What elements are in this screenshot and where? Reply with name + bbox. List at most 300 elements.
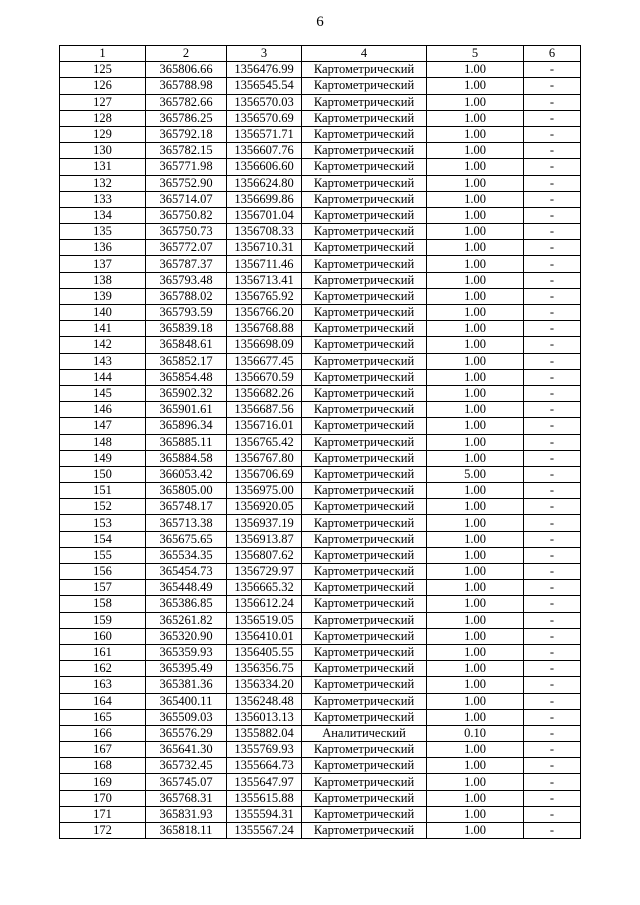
note-cell: - <box>524 240 581 256</box>
accuracy-cell: 1.00 <box>427 191 524 207</box>
table-row <box>60 62 581 78</box>
column-header: 2 <box>146 46 227 62</box>
note-cell: - <box>524 418 581 434</box>
x-coordinate-cell: 365792.18 <box>146 126 227 142</box>
method-cell: Картометрический <box>302 288 427 304</box>
table-row <box>60 790 581 806</box>
method-cell: Картометрический <box>302 369 427 385</box>
note-cell: - <box>524 580 581 596</box>
y-coordinate-cell: 1356248.48 <box>227 693 302 709</box>
table-row <box>60 369 581 385</box>
column-header: 5 <box>427 46 524 62</box>
table-row <box>60 288 581 304</box>
point-number-cell: 135 <box>60 224 146 240</box>
method-cell: Аналитический <box>302 725 427 741</box>
table-row <box>60 240 581 256</box>
note-cell: - <box>524 385 581 401</box>
y-coordinate-cell: 1356765.92 <box>227 288 302 304</box>
y-coordinate-cell: 1356766.20 <box>227 305 302 321</box>
note-cell: - <box>524 483 581 499</box>
accuracy-cell: 1.00 <box>427 531 524 547</box>
table-row <box>60 256 581 272</box>
table-row <box>60 126 581 142</box>
accuracy-cell: 1.00 <box>427 661 524 677</box>
table-row <box>60 564 581 580</box>
note-cell: - <box>524 110 581 126</box>
method-cell: Картометрический <box>302 547 427 563</box>
y-coordinate-cell: 1356706.69 <box>227 466 302 482</box>
table-row <box>60 321 581 337</box>
accuracy-cell: 1.00 <box>427 256 524 272</box>
method-cell: Картометрический <box>302 677 427 693</box>
accuracy-cell: 1.00 <box>427 774 524 790</box>
accuracy-cell: 1.00 <box>427 644 524 660</box>
method-cell: Картометрический <box>302 531 427 547</box>
y-coordinate-cell: 1355882.04 <box>227 725 302 741</box>
method-cell: Картометрический <box>302 823 427 839</box>
accuracy-cell: 1.00 <box>427 353 524 369</box>
method-cell: Картометрический <box>302 402 427 418</box>
method-cell: Картометрический <box>302 78 427 94</box>
x-coordinate-cell: 365805.00 <box>146 483 227 499</box>
note-cell: - <box>524 742 581 758</box>
method-cell: Картометрический <box>302 224 427 240</box>
table-row <box>60 709 581 725</box>
table-row <box>60 402 581 418</box>
note-cell: - <box>524 288 581 304</box>
point-number-cell: 130 <box>60 143 146 159</box>
table-body <box>60 62 581 839</box>
table-row <box>60 628 581 644</box>
y-coordinate-cell: 1356334.20 <box>227 677 302 693</box>
x-coordinate-cell: 365745.07 <box>146 774 227 790</box>
point-number-cell: 161 <box>60 644 146 660</box>
x-coordinate-cell: 365750.73 <box>146 224 227 240</box>
y-coordinate-cell: 1356570.69 <box>227 110 302 126</box>
table-row <box>60 78 581 94</box>
column-header: 1 <box>60 46 146 62</box>
x-coordinate-cell: 365854.48 <box>146 369 227 385</box>
y-coordinate-cell: 1356975.00 <box>227 483 302 499</box>
coordinates-table <box>59 45 581 839</box>
x-coordinate-cell: 365772.07 <box>146 240 227 256</box>
x-coordinate-cell: 365732.45 <box>146 758 227 774</box>
y-coordinate-cell: 1356699.86 <box>227 191 302 207</box>
y-coordinate-cell: 1355615.88 <box>227 790 302 806</box>
table-header-row <box>60 46 581 62</box>
note-cell: - <box>524 709 581 725</box>
y-coordinate-cell: 1356765.42 <box>227 434 302 450</box>
method-cell: Картометрический <box>302 159 427 175</box>
y-coordinate-cell: 1356670.59 <box>227 369 302 385</box>
y-coordinate-cell: 1356606.60 <box>227 159 302 175</box>
point-number-cell: 136 <box>60 240 146 256</box>
x-coordinate-cell: 365793.59 <box>146 305 227 321</box>
column-header: 4 <box>302 46 427 62</box>
accuracy-cell: 1.00 <box>427 321 524 337</box>
method-cell: Картометрический <box>302 175 427 191</box>
point-number-cell: 138 <box>60 272 146 288</box>
method-cell: Картометрический <box>302 806 427 822</box>
x-coordinate-cell: 365576.29 <box>146 725 227 741</box>
note-cell: - <box>524 305 581 321</box>
point-number-cell: 132 <box>60 175 146 191</box>
accuracy-cell: 1.00 <box>427 547 524 563</box>
note-cell: - <box>524 515 581 531</box>
method-cell: Картометрический <box>302 564 427 580</box>
accuracy-cell: 1.00 <box>427 742 524 758</box>
method-cell: Картометрический <box>302 110 427 126</box>
x-coordinate-cell: 365320.90 <box>146 628 227 644</box>
point-number-cell: 152 <box>60 499 146 515</box>
accuracy-cell: 1.00 <box>427 240 524 256</box>
point-number-cell: 146 <box>60 402 146 418</box>
y-coordinate-cell: 1356701.04 <box>227 207 302 223</box>
point-number-cell: 169 <box>60 774 146 790</box>
accuracy-cell: 1.00 <box>427 580 524 596</box>
x-coordinate-cell: 365713.38 <box>146 515 227 531</box>
accuracy-cell: 1.00 <box>427 175 524 191</box>
point-number-cell: 144 <box>60 369 146 385</box>
x-coordinate-cell: 365806.66 <box>146 62 227 78</box>
y-coordinate-cell: 1355769.93 <box>227 742 302 758</box>
x-coordinate-cell: 365788.98 <box>146 78 227 94</box>
y-coordinate-cell: 1356612.24 <box>227 596 302 612</box>
x-coordinate-cell: 365750.82 <box>146 207 227 223</box>
y-coordinate-cell: 1356665.32 <box>227 580 302 596</box>
point-number-cell: 158 <box>60 596 146 612</box>
note-cell: - <box>524 224 581 240</box>
note-cell: - <box>524 677 581 693</box>
x-coordinate-cell: 365818.11 <box>146 823 227 839</box>
accuracy-cell: 1.00 <box>427 78 524 94</box>
x-coordinate-cell: 365885.11 <box>146 434 227 450</box>
x-coordinate-cell: 365902.32 <box>146 385 227 401</box>
method-cell: Картометрический <box>302 499 427 515</box>
column-header: 3 <box>227 46 302 62</box>
table-row <box>60 499 581 515</box>
accuracy-cell: 1.00 <box>427 596 524 612</box>
method-cell: Картометрический <box>302 321 427 337</box>
y-coordinate-cell: 1356519.05 <box>227 612 302 628</box>
note-cell: - <box>524 644 581 660</box>
y-coordinate-cell: 1356571.71 <box>227 126 302 142</box>
y-coordinate-cell: 1356768.88 <box>227 321 302 337</box>
method-cell: Картометрический <box>302 790 427 806</box>
note-cell: - <box>524 434 581 450</box>
accuracy-cell: 1.00 <box>427 677 524 693</box>
note-cell: - <box>524 337 581 353</box>
y-coordinate-cell: 1356729.97 <box>227 564 302 580</box>
accuracy-cell: 1.00 <box>427 337 524 353</box>
point-number-cell: 137 <box>60 256 146 272</box>
point-number-cell: 154 <box>60 531 146 547</box>
point-number-cell: 166 <box>60 725 146 741</box>
column-header: 6 <box>524 46 581 62</box>
table-row <box>60 742 581 758</box>
table-row <box>60 483 581 499</box>
point-number-cell: 160 <box>60 628 146 644</box>
y-coordinate-cell: 1356710.31 <box>227 240 302 256</box>
note-cell: - <box>524 612 581 628</box>
method-cell: Картометрический <box>302 305 427 321</box>
note-cell: - <box>524 62 581 78</box>
method-cell: Картометрический <box>302 434 427 450</box>
method-cell: Картометрический <box>302 742 427 758</box>
note-cell: - <box>524 175 581 191</box>
x-coordinate-cell: 365359.93 <box>146 644 227 660</box>
note-cell: - <box>524 256 581 272</box>
x-coordinate-cell: 365782.15 <box>146 143 227 159</box>
y-coordinate-cell: 1356937.19 <box>227 515 302 531</box>
table-row <box>60 191 581 207</box>
y-coordinate-cell: 1356624.80 <box>227 175 302 191</box>
accuracy-cell: 1.00 <box>427 305 524 321</box>
table-row <box>60 580 581 596</box>
point-number-cell: 134 <box>60 207 146 223</box>
table-row <box>60 305 581 321</box>
table-row <box>60 612 581 628</box>
accuracy-cell: 1.00 <box>427 758 524 774</box>
table-row <box>60 677 581 693</box>
table-row <box>60 143 581 159</box>
method-cell: Картометрический <box>302 353 427 369</box>
accuracy-cell: 1.00 <box>427 628 524 644</box>
note-cell: - <box>524 628 581 644</box>
accuracy-cell: 1.00 <box>427 272 524 288</box>
accuracy-cell: 1.00 <box>427 823 524 839</box>
note-cell: - <box>524 402 581 418</box>
y-coordinate-cell: 1356687.56 <box>227 402 302 418</box>
point-number-cell: 149 <box>60 450 146 466</box>
table-row <box>60 450 581 466</box>
accuracy-cell: 1.00 <box>427 434 524 450</box>
x-coordinate-cell: 365641.30 <box>146 742 227 758</box>
accuracy-cell: 1.00 <box>427 515 524 531</box>
note-cell: - <box>524 191 581 207</box>
x-coordinate-cell: 366053.42 <box>146 466 227 482</box>
accuracy-cell: 1.00 <box>427 159 524 175</box>
table-row <box>60 644 581 660</box>
method-cell: Картометрический <box>302 385 427 401</box>
note-cell: - <box>524 790 581 806</box>
method-cell: Картометрический <box>302 240 427 256</box>
accuracy-cell: 1.00 <box>427 288 524 304</box>
method-cell: Картометрический <box>302 661 427 677</box>
x-coordinate-cell: 365714.07 <box>146 191 227 207</box>
x-coordinate-cell: 365852.17 <box>146 353 227 369</box>
method-cell: Картометрический <box>302 94 427 110</box>
table-row <box>60 774 581 790</box>
method-cell: Картометрический <box>302 758 427 774</box>
accuracy-cell: 1.00 <box>427 450 524 466</box>
x-coordinate-cell: 365793.48 <box>146 272 227 288</box>
x-coordinate-cell: 365386.85 <box>146 596 227 612</box>
note-cell: - <box>524 321 581 337</box>
method-cell: Картометрический <box>302 596 427 612</box>
method-cell: Картометрический <box>302 126 427 142</box>
table-row <box>60 823 581 839</box>
method-cell: Картометрический <box>302 580 427 596</box>
note-cell: - <box>524 774 581 790</box>
method-cell: Картометрический <box>302 207 427 223</box>
note-cell: - <box>524 693 581 709</box>
method-cell: Картометрический <box>302 450 427 466</box>
method-cell: Картометрический <box>302 191 427 207</box>
method-cell: Картометрический <box>302 628 427 644</box>
x-coordinate-cell: 365782.66 <box>146 94 227 110</box>
method-cell: Картометрический <box>302 256 427 272</box>
accuracy-cell: 1.00 <box>427 94 524 110</box>
point-number-cell: 142 <box>60 337 146 353</box>
note-cell: - <box>524 126 581 142</box>
x-coordinate-cell: 365261.82 <box>146 612 227 628</box>
point-number-cell: 129 <box>60 126 146 142</box>
accuracy-cell: 1.00 <box>427 790 524 806</box>
method-cell: Картометрический <box>302 774 427 790</box>
table-row <box>60 418 581 434</box>
y-coordinate-cell: 1356013.13 <box>227 709 302 725</box>
method-cell: Картометрический <box>302 272 427 288</box>
y-coordinate-cell: 1356698.09 <box>227 337 302 353</box>
point-number-cell: 126 <box>60 78 146 94</box>
method-cell: Картометрический <box>302 466 427 482</box>
point-number-cell: 170 <box>60 790 146 806</box>
x-coordinate-cell: 365768.31 <box>146 790 227 806</box>
method-cell: Картометрический <box>302 143 427 159</box>
note-cell: - <box>524 547 581 563</box>
y-coordinate-cell: 1356410.01 <box>227 628 302 644</box>
point-number-cell: 140 <box>60 305 146 321</box>
x-coordinate-cell: 365454.73 <box>146 564 227 580</box>
accuracy-cell: 1.00 <box>427 483 524 499</box>
point-number-cell: 131 <box>60 159 146 175</box>
y-coordinate-cell: 1356716.01 <box>227 418 302 434</box>
x-coordinate-cell: 365788.02 <box>146 288 227 304</box>
point-number-cell: 157 <box>60 580 146 596</box>
table-row <box>60 159 581 175</box>
table-row <box>60 434 581 450</box>
x-coordinate-cell: 365400.11 <box>146 693 227 709</box>
note-cell: - <box>524 466 581 482</box>
note-cell: - <box>524 758 581 774</box>
table-row <box>60 693 581 709</box>
y-coordinate-cell: 1356607.76 <box>227 143 302 159</box>
x-coordinate-cell: 365534.35 <box>146 547 227 563</box>
y-coordinate-cell: 1356708.33 <box>227 224 302 240</box>
point-number-cell: 155 <box>60 547 146 563</box>
point-number-cell: 172 <box>60 823 146 839</box>
note-cell: - <box>524 353 581 369</box>
point-number-cell: 143 <box>60 353 146 369</box>
y-coordinate-cell: 1355594.31 <box>227 806 302 822</box>
accuracy-cell: 1.00 <box>427 207 524 223</box>
x-coordinate-cell: 365786.25 <box>146 110 227 126</box>
y-coordinate-cell: 1355567.24 <box>227 823 302 839</box>
method-cell: Картометрический <box>302 418 427 434</box>
method-cell: Картометрический <box>302 483 427 499</box>
note-cell: - <box>524 531 581 547</box>
point-number-cell: 125 <box>60 62 146 78</box>
point-number-cell: 127 <box>60 94 146 110</box>
table-row <box>60 272 581 288</box>
y-coordinate-cell: 1356682.26 <box>227 385 302 401</box>
x-coordinate-cell: 365787.37 <box>146 256 227 272</box>
point-number-cell: 133 <box>60 191 146 207</box>
table-row <box>60 110 581 126</box>
point-number-cell: 159 <box>60 612 146 628</box>
accuracy-cell: 1.00 <box>427 709 524 725</box>
point-number-cell: 165 <box>60 709 146 725</box>
table-row <box>60 758 581 774</box>
table-row <box>60 661 581 677</box>
point-number-cell: 145 <box>60 385 146 401</box>
table-row <box>60 466 581 482</box>
note-cell: - <box>524 78 581 94</box>
x-coordinate-cell: 365748.17 <box>146 499 227 515</box>
accuracy-cell: 1.00 <box>427 224 524 240</box>
method-cell: Картометрический <box>302 644 427 660</box>
point-number-cell: 163 <box>60 677 146 693</box>
method-cell: Картометрический <box>302 709 427 725</box>
table-row <box>60 806 581 822</box>
y-coordinate-cell: 1356405.55 <box>227 644 302 660</box>
accuracy-cell: 1.00 <box>427 62 524 78</box>
accuracy-cell: 1.00 <box>427 418 524 434</box>
table-row <box>60 207 581 223</box>
accuracy-cell: 5.00 <box>427 466 524 482</box>
note-cell: - <box>524 272 581 288</box>
y-coordinate-cell: 1356476.99 <box>227 62 302 78</box>
note-cell: - <box>524 207 581 223</box>
y-coordinate-cell: 1356913.87 <box>227 531 302 547</box>
table-row <box>60 224 581 240</box>
accuracy-cell: 1.00 <box>427 143 524 159</box>
method-cell: Картометрический <box>302 612 427 628</box>
y-coordinate-cell: 1356920.05 <box>227 499 302 515</box>
y-coordinate-cell: 1356711.46 <box>227 256 302 272</box>
accuracy-cell: 0.10 <box>427 725 524 741</box>
x-coordinate-cell: 365901.61 <box>146 402 227 418</box>
table-row <box>60 385 581 401</box>
x-coordinate-cell: 365752.90 <box>146 175 227 191</box>
point-number-cell: 171 <box>60 806 146 822</box>
accuracy-cell: 1.00 <box>427 564 524 580</box>
note-cell: - <box>524 661 581 677</box>
y-coordinate-cell: 1355647.97 <box>227 774 302 790</box>
x-coordinate-cell: 365831.93 <box>146 806 227 822</box>
y-coordinate-cell: 1355664.73 <box>227 758 302 774</box>
method-cell: Картометрический <box>302 337 427 353</box>
accuracy-cell: 1.00 <box>427 612 524 628</box>
point-number-cell: 162 <box>60 661 146 677</box>
method-cell: Картометрический <box>302 62 427 78</box>
point-number-cell: 150 <box>60 466 146 482</box>
note-cell: - <box>524 725 581 741</box>
point-number-cell: 164 <box>60 693 146 709</box>
accuracy-cell: 1.00 <box>427 369 524 385</box>
x-coordinate-cell: 365381.36 <box>146 677 227 693</box>
point-number-cell: 148 <box>60 434 146 450</box>
table-row <box>60 531 581 547</box>
point-number-cell: 168 <box>60 758 146 774</box>
accuracy-cell: 1.00 <box>427 402 524 418</box>
point-number-cell: 147 <box>60 418 146 434</box>
accuracy-cell: 1.00 <box>427 693 524 709</box>
accuracy-cell: 1.00 <box>427 110 524 126</box>
accuracy-cell: 1.00 <box>427 499 524 515</box>
y-coordinate-cell: 1356807.62 <box>227 547 302 563</box>
